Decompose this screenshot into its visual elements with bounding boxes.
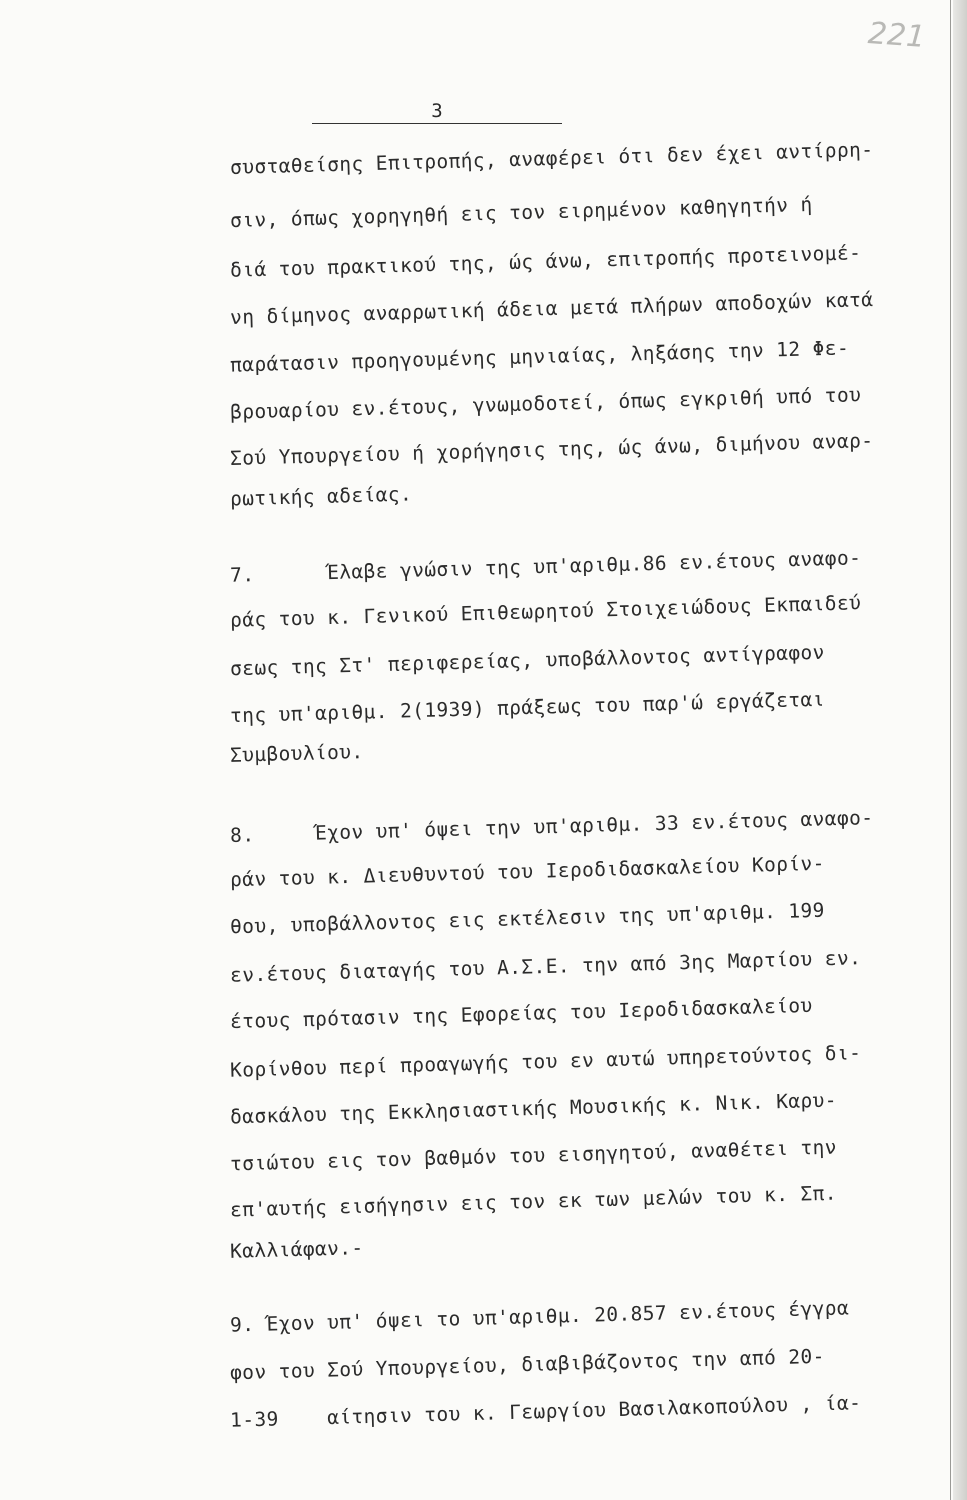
text-line: τσιώτου εις τον βαθμόν του εισηγητού, αναθέτει την [229,1135,838,1176]
text-line: νη δίμηνος αναρρωτική άδεια μετά πλήρων αποδοχών κατά [229,288,874,329]
text-line: διά του πρακτικού της, ώς άνω, επιτροπής προτεινομέ- [229,241,862,282]
text-line: ράν του κ. Διευθυντού του Ιεροδιδασκαλείου Κορίν- [229,851,826,892]
text-line: βρουαρίου εν.έτους, γνωμοδοτεί, όπως εγκριθή υπό του [229,383,862,424]
text-line: επ'αυτής εισήγησιν εις τον εκ των μελών του κ. Σπ. [229,1181,838,1222]
text-line: ρωτικής αδείας. [229,482,413,511]
folio-number: 221 [866,16,927,55]
page-edge-shadow [953,0,967,1500]
page-number-label: 3 [431,100,443,122]
text-line: συσταθείσης Επιτροπής, αναφέρει ότι δεν έχει αντίρρη- [229,138,874,179]
text-line: Συμβουλίου. [229,740,364,767]
text-line: φον του Σού Υπουργείου, διαβιβάζοντος την από 20- [229,1344,826,1385]
text-line: εν.έτους διαταγής του Α.Σ.Ε. την από 3ης Μαρτίου εν. [229,946,862,987]
text-line: 1-39 αίτησιν του κ. Γεωργίου Βασιλακοπούλου , ία- [229,1391,862,1432]
text-line: ράς του κ. Γενικού Επιθεωρητού Στοιχειώδους Εκπαιδεύ [229,591,862,632]
text-line: Σού Υπουργείου ή χορήγησις της, ώς άνω, διμήνου αναρ- [229,429,874,470]
page-number [312,100,562,124]
paragraph-8-line: 8. Έχον υπ' όψει την υπ'αριθμ. 33 εν.έτους αναφο- [229,806,874,847]
text-line: παράτασιν προηγουμένης μηνιαίας, ληξάσης την 12 Φε- [229,336,850,377]
paragraph-9-line: 9. Έχον υπ' όψει το υπ'αριθμ. 20.857 εν.έτους έγγρα [229,1296,850,1337]
text-line: σιν, όπως χορηγηθή εις τον ειρημένον καθηγητήν ή [229,192,813,233]
text-line: Καλλιάφαν.- [229,1236,364,1263]
text-line: θου, υποβάλλοντος εις εκτέλεσιν της υπ'αριθμ. 199 [229,898,826,939]
paragraph-7-line: 7. Έλαβε γνώσιν της υπ'αριθμ.86 εν.έτους αναφο- [229,546,862,587]
text-line: δασκάλου της Εκκλησιαστικής Μουσικής κ. Νικ. Καρυ- [229,1088,838,1129]
text-line: σεως της Στ' περιφερείας, υποβάλλοντος αντίγραφον [229,640,826,681]
text-line: έτους πρότασιν της Εφορείας του Ιεροδιδασκαλείου [229,993,813,1034]
page-number-rule [312,123,562,124]
page-edge-line [950,0,951,1500]
text-line: Κορίνθου περί προαγωγής του εν αυτώ υπηρετούντος δι- [229,1041,862,1082]
text-line: της υπ'αριθμ. 2(1939) πράξεως του παρ'ώ εργάζεται [229,687,826,728]
